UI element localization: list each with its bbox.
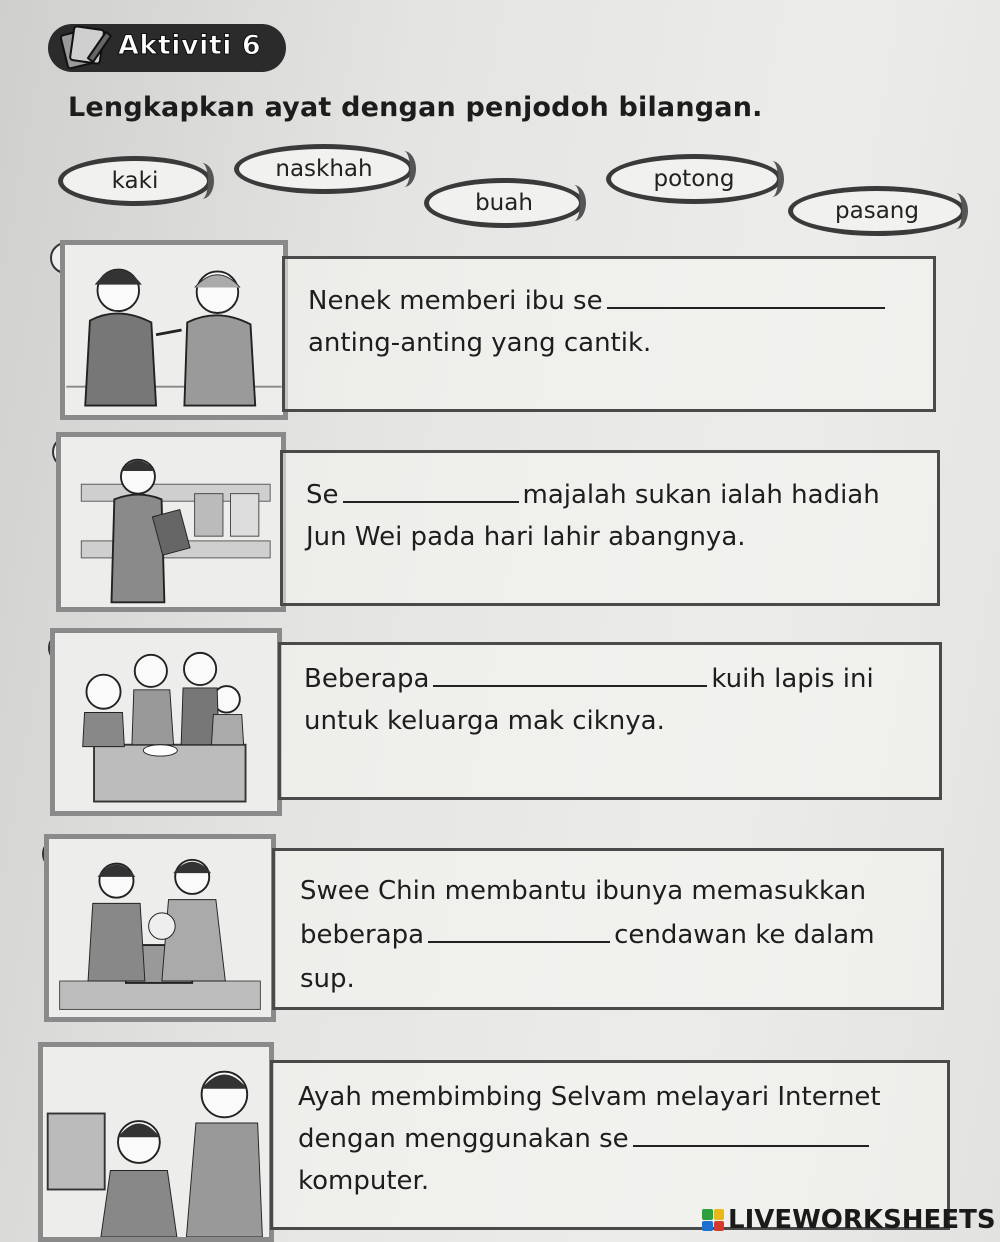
pencil-book-icon bbox=[58, 22, 114, 72]
sentence-4-line1: Swee Chin membantu ibunya memasukkan bbox=[300, 876, 867, 906]
picture-boy-with-magazine bbox=[56, 432, 286, 612]
sentence-1-line2: anting-anting yang cantik. bbox=[308, 328, 652, 358]
word-pill-naskhah[interactable] bbox=[234, 144, 414, 194]
sentence-1-text-before: Nenek memberi ibu se bbox=[308, 286, 603, 316]
sentence-2-text-after: majalah sukan ialah hadiah bbox=[522, 480, 880, 510]
sentence-2-line2: Jun Wei pada hari lahir abangnya. bbox=[306, 522, 746, 552]
word-label: buah bbox=[475, 190, 533, 216]
word-pill-potong[interactable] bbox=[606, 154, 782, 204]
picture-grandmother-giving-earrings bbox=[60, 240, 288, 420]
picture-family-eating-cake bbox=[50, 628, 282, 816]
sentence-5-line1: Ayah membimbing Selvam melayari Internet bbox=[298, 1082, 881, 1112]
word-label: pasang bbox=[835, 198, 919, 224]
sentence-2-text-before: Se bbox=[306, 480, 339, 510]
word-label: naskhah bbox=[275, 156, 373, 182]
word-label: kaki bbox=[111, 168, 159, 194]
sentence-4-line3: sup. bbox=[300, 964, 355, 994]
word-pill-pasang[interactable] bbox=[788, 186, 966, 236]
word-pill-buah[interactable] bbox=[424, 178, 584, 228]
answer-input-1[interactable] bbox=[636, 286, 916, 318]
sentence-3-line2: untuk keluarga mak ciknya. bbox=[304, 706, 665, 736]
answer-input-4[interactable] bbox=[446, 920, 630, 952]
sentence-3-text-before: Beberapa bbox=[304, 664, 430, 694]
answer-input-2[interactable] bbox=[348, 480, 526, 512]
instruction-text: Lengkapkan ayat dengan penjodoh bilangan. bbox=[68, 92, 763, 123]
picture-father-son-computer bbox=[38, 1042, 274, 1242]
activity-title: Aktiviti 6 bbox=[118, 30, 262, 61]
answer-input-3[interactable] bbox=[452, 664, 728, 696]
sentence-4-text-after: cendawan ke dalam bbox=[614, 920, 875, 950]
word-pill-kaki[interactable] bbox=[58, 156, 212, 206]
answer-input-5[interactable] bbox=[672, 1124, 910, 1156]
liveworksheets-logo-text: LIVEWORKSHEETS bbox=[728, 1205, 996, 1235]
sentence-5-text-before: dengan menggunakan se bbox=[298, 1124, 629, 1154]
liveworksheets-logo[interactable] bbox=[702, 1205, 996, 1235]
sentence-3-text-after: kuih lapis ini bbox=[711, 664, 874, 694]
sentence-5-line3: komputer. bbox=[298, 1166, 430, 1196]
word-label: potong bbox=[653, 166, 735, 192]
sentence-4-text-before: beberapa bbox=[300, 920, 425, 950]
picture-cooking-soup bbox=[44, 834, 276, 1022]
liveworksheets-logo-icon bbox=[702, 1209, 724, 1231]
